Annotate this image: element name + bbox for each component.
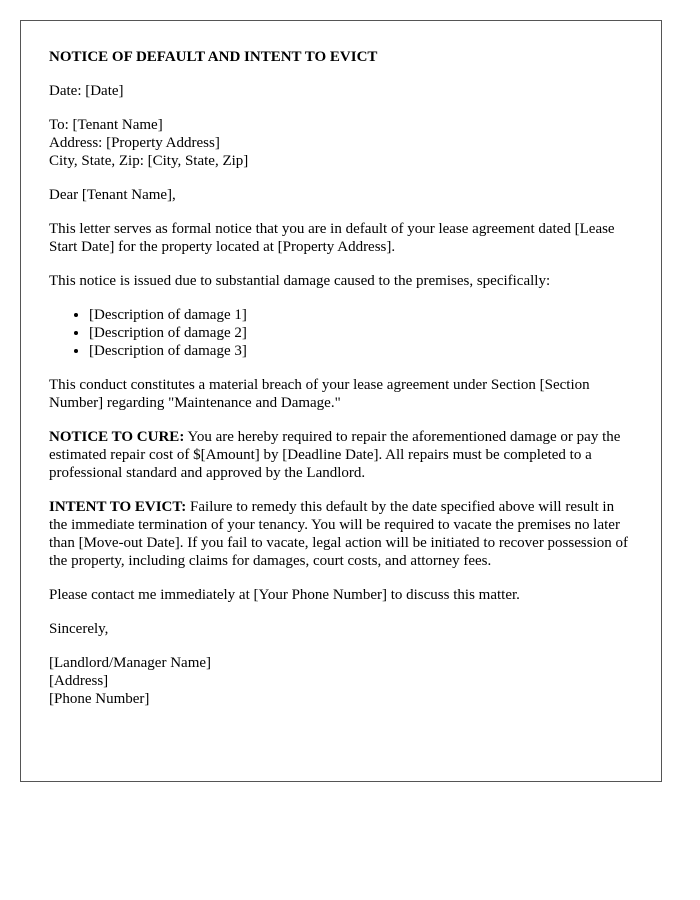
letter-title: NOTICE OF DEFAULT AND INTENT TO EVICT bbox=[49, 49, 378, 65]
signature-name: [Landlord/Manager Name] bbox=[49, 655, 212, 671]
damage-list bbox=[49, 306, 633, 360]
closing: Sincerely, bbox=[49, 621, 109, 637]
breach-paragraph: This conduct constitutes a material breach of your lease agreement under Section [Section Number] regarding "Maintenance and Damage." bbox=[49, 377, 590, 411]
default-paragraph: This letter serves as formal notice that you are in default of your lease agreement dated [Lease Start Date] for the property located at [Property Address]. bbox=[49, 221, 615, 255]
cure-label: NOTICE TO CURE: bbox=[49, 429, 185, 445]
evict-paragraph bbox=[49, 498, 633, 570]
recipient-address: Address: [Property Address] bbox=[49, 135, 220, 151]
recipient-city: City, State, Zip: [City, State, Zip] bbox=[49, 153, 249, 169]
damage-list-item: • [Description of damage 3] bbox=[89, 342, 633, 360]
salutation: Dear [Tenant Name], bbox=[49, 187, 176, 203]
recipient-to: To: [Tenant Name] bbox=[49, 117, 163, 133]
signature-phone: [Phone Number] bbox=[49, 691, 150, 707]
eviction-notice-letter bbox=[20, 20, 662, 782]
damage-list-item: • [Description of damage 1] bbox=[89, 306, 633, 324]
cure-paragraph bbox=[49, 428, 633, 482]
reason-paragraph: This notice is issued due to substantial damage caused to the premises, specifically: bbox=[49, 273, 551, 289]
evict-text: Failure to remedy this default by the date specified above will result in the immediate termination of your tenancy. You will be required to vacate the premises no later than [Move-out Date]. If you fail to vacate, legal action will be initiated to recover possession of the property, including claims for damages, court costs, and attorney fees. bbox=[49, 499, 628, 569]
recipient-block bbox=[49, 116, 633, 170]
cure-text: You are hereby required to repair the aforementioned damage or pay the estimated repair cost of $[Amount] by [Deadline Date]. All repairs must be completed to a professional standard and approved by the Landlord. bbox=[49, 429, 621, 481]
signature-address: [Address] bbox=[49, 673, 109, 689]
damage-list-item: • [Description of damage 2] bbox=[89, 324, 633, 342]
signature-block bbox=[49, 654, 633, 708]
date-line: Date: [Date] bbox=[49, 83, 124, 99]
contact-paragraph: Please contact me immediately at [Your Phone Number] to discuss this matter. bbox=[49, 587, 520, 603]
evict-label: INTENT TO EVICT: bbox=[49, 499, 187, 515]
